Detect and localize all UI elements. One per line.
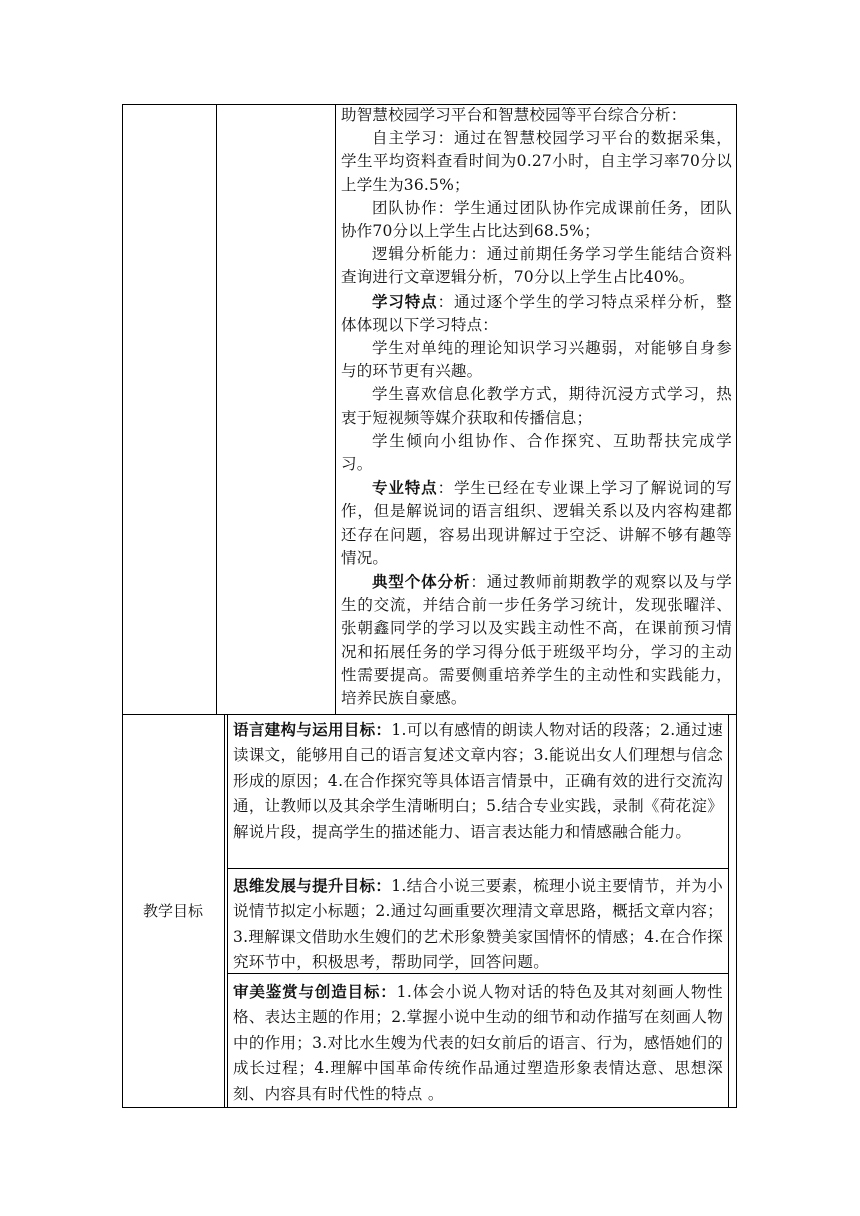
major-traits-label: 专业特点 bbox=[372, 478, 438, 498]
learning-traits-paragraph bbox=[341, 290, 732, 337]
analysis-intro: 助智慧校园学习平台和智慧校园等平台综合分析： bbox=[341, 106, 687, 124]
typical-label: 典型个体分析 bbox=[372, 572, 471, 592]
table-bottom-border bbox=[122, 1107, 736, 1108]
learner-analysis-cell bbox=[341, 104, 732, 710]
logic-paragraph: 逻辑分析能力：通过前期任务学习学生能结合资料查询进行文章逻辑分析，70分以上学生占比40%。 bbox=[341, 245, 732, 287]
objectives-inner-left bbox=[227, 714, 228, 1108]
objectives-label-divider bbox=[224, 714, 225, 1108]
trait-3-paragraph: 学生倾向小组协作、合作探究、互助帮扶完成学习。 bbox=[341, 431, 732, 474]
table-right-border bbox=[736, 104, 737, 1108]
objectives-divider-1 bbox=[227, 868, 729, 869]
aesthetic-objective-label: 审美鉴赏与创造目标： bbox=[233, 982, 397, 1001]
trait-2-paragraph: 学生喜欢信息化教学方式，期待沉浸方式学习，热衷于短视频等媒介获取和传播信息； bbox=[341, 385, 732, 427]
thinking-objective-text: 1.结合小说三要素，梳理小说主要情节，并为小说情节拟定小标题；2.通过勾画重要次理清文章思路，概括文章内容；3.理解课文借助水生嫂们的艺术形象赞美家国情怀的情感；4.在合作探究环节中，积极思考，帮助同学，回答问题。 bbox=[233, 877, 723, 972]
teaching-objectives-label: 教学目标 bbox=[142, 902, 203, 920]
objectives-inner-right bbox=[728, 714, 729, 1108]
aesthetic-objective bbox=[233, 979, 723, 1107]
major-traits-paragraph bbox=[341, 476, 732, 570]
column-divider-1 bbox=[216, 104, 217, 715]
typical-text: ：通过教师前期教学的观察以及与学生的交流，并结合前一步任务学习统计，发现张曜洋、张朝鑫同学的学习以及实践主动性不高，在课前预习情况和拓展任务的学习得分低于班级平均分，学习的主动性需要提高。需要侧重培养学生的主动性和实践能力，培养民族自豪感。 bbox=[341, 573, 733, 708]
language-objective bbox=[233, 717, 723, 845]
column-divider-2 bbox=[335, 104, 336, 715]
typical-analysis-paragraph bbox=[341, 570, 732, 710]
teamwork-paragraph: 团队协作：学生通过团队协作完成课前任务，团队协作70分以上学生占比达到68.5%； bbox=[341, 198, 732, 241]
thinking-objective-label: 思维发展与提升目标： bbox=[233, 876, 392, 895]
self-study-paragraph: 自主学习：通过在智慧校园学习平台的数据采集，学生平均资料查看时间为0.27小时，自主学习率70分以上学生为36.5%； bbox=[341, 129, 732, 194]
language-objective-label: 语言建构与运用目标： bbox=[233, 720, 392, 739]
table-left-border bbox=[122, 104, 123, 1108]
thinking-objective bbox=[233, 873, 723, 976]
row-divider-analysis bbox=[122, 714, 736, 715]
major-traits-text: ：学生已经在专业课上学习了解说词的写作，但是解说词的语言组织、逻辑关系以及内容构建都还存在问题，容易出现讲解过于空泛、讲解不够有趣等情况。 bbox=[341, 479, 732, 567]
learning-traits-label: 学习特点 bbox=[372, 291, 438, 311]
learning-traits-text: ：通过逐个学生的学习特点采样分析，整体体现以下学习特点： bbox=[341, 292, 732, 334]
aesthetic-objective-text: 1.体会小说人物对话的特色及其对刻画人物性格、表达主题的作用；2.掌握小说中生动的细节和动作描写在刻画人物中的作用；3.对比水生嫂为代表的妇女前后的语言、行为，感悟她们的成长过程；4.理解中国革命传统作品通过塑造形象表情达意、思想深刻、内容具有时代性的特点 。 bbox=[233, 983, 723, 1103]
language-objective-text: 1.可以有感情的朗读人物对话的段落；2.通过速读课文，能够用自己的语言复述文章内容；3.能说出女人们理想与信念形成的原因；4.在合作探究等具体语言情景中，正确有效的进行交流沟通，让教师以及其余学生清晰明白；5.结合专业实践，录制《荷花淀》解说片段，提高学生的描述能力、语言表达能力和情感融合能力。 bbox=[233, 721, 723, 841]
trait-1-paragraph: 学生对单纯的理论知识学习兴趣弱，对能够自身参与的环节更有兴趣。 bbox=[341, 339, 732, 381]
